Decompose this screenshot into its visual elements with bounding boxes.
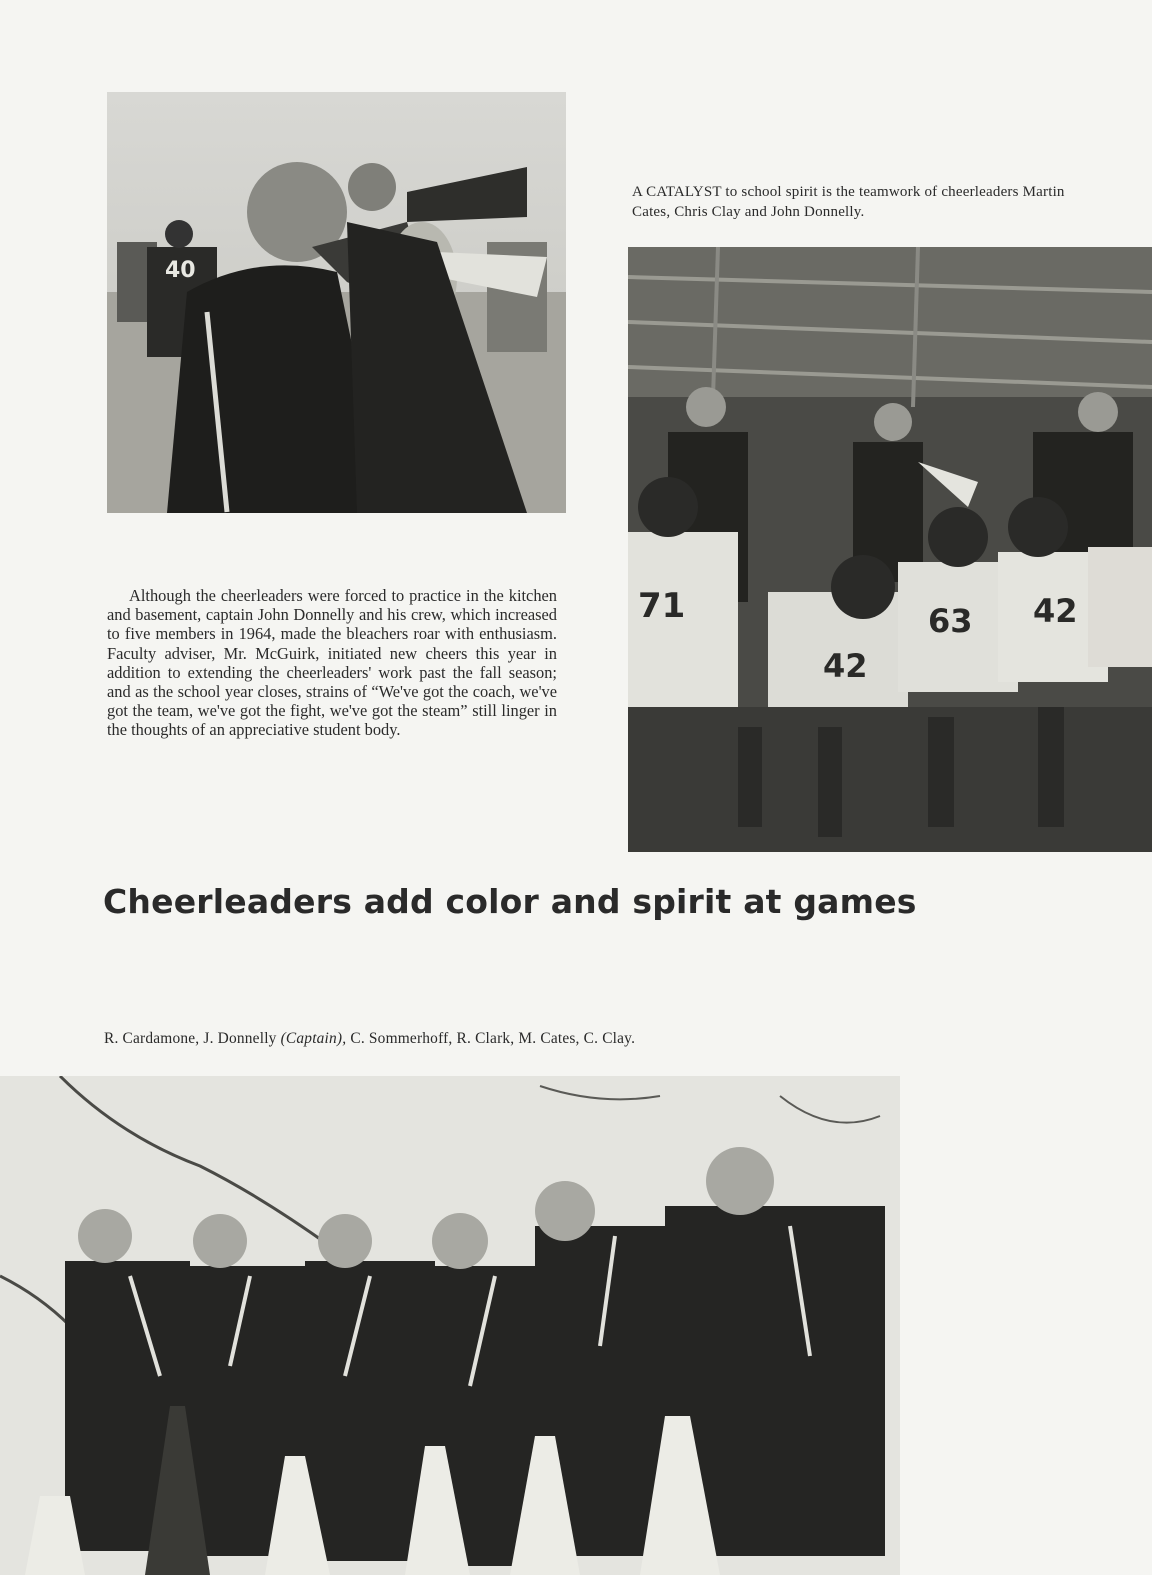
names-part-1: R. Cardamone, J. Donnelly xyxy=(104,1030,281,1047)
photo-bench-players xyxy=(628,247,1152,852)
names-part-2: C. Sommerhoff, R. Clark, M. Cates, C. Clay. xyxy=(346,1030,636,1047)
names-captain-label: (Captain), xyxy=(280,1030,347,1047)
photo-caption-catalyst: A CATALYST to school spirit is the teamwork of cheerleaders Martin Cates, Chris Clay and John Donnelly. xyxy=(632,184,1065,220)
photo-cheerleader-squad xyxy=(0,1076,900,1575)
jersey-number-text: 40 xyxy=(165,258,196,283)
bench-number-2: 42 xyxy=(823,647,868,685)
bench-number-1: 71 xyxy=(638,586,686,626)
article-body-text: Although the cheerleaders were forced to practice in the kitchen and basement, captain John Donnelly and his crew, which increased to five members in 1964, made the bleachers roar with enthusiasm. Faculty adviser, Mr. McGuirk, initiated new cheers this year in addition to extending the cheerleaders' work past the fall season; and as the school year closes, strains of “We've got the coach, we've got the team, we've got the fight, we've got the steam” still linger in the thoughts of an appreciative student body. xyxy=(107,586,557,740)
bench-number-4: 42 xyxy=(1033,592,1078,630)
page-headline: Cheerleaders add color and spirit at games xyxy=(103,882,917,921)
photo-cheerleaders-megaphones xyxy=(107,92,566,513)
bench-number-3: 63 xyxy=(928,602,973,640)
group-photo-names-caption xyxy=(104,1030,635,1048)
